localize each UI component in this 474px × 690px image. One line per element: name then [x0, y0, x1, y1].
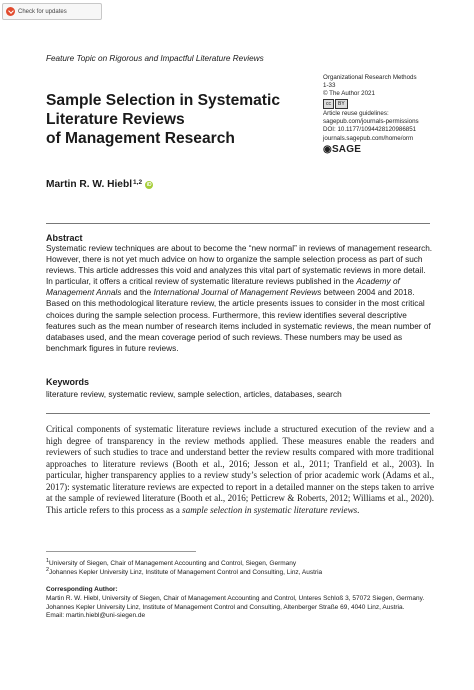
publisher-name: SAGE — [331, 143, 362, 155]
keywords-heading: Keywords — [46, 377, 90, 387]
corresponding-line: Johannes Kepler University Linz, Institute of Management Control and Consulting, Altenberger Straße 69, 4040 Linz, Austria. — [46, 603, 405, 611]
title-line: Literature Reviews — [46, 111, 185, 128]
body-italic: sample selection in systematic literature reviews — [182, 504, 358, 515]
orcid-icon[interactable]: iD — [146, 182, 152, 188]
divider — [46, 223, 430, 224]
keywords-text: literature review, systematic review, sample selection, articles, databases, search — [46, 390, 342, 399]
sage-icon: ◉ — [323, 143, 332, 155]
journal-name: Organizational Research Methods — [323, 74, 417, 81]
journal-home-link[interactable]: journals.sagepub.com/home/orm — [323, 134, 414, 142]
check-for-updates-button[interactable] — [2, 3, 102, 20]
corresponding-line: Martin R. W. Hiebl, University of Siegen, Chair of Management Accounting and Control, Unteres Schloß 3, 57072 Siegen, Germany. — [46, 595, 425, 602]
affiliation-2: $^2$Johannes Kepler University Linz, Institute of Management Control and Consulting, Linz, Austria — [46, 567, 323, 577]
author-name: Martin R. W. Hiebl — [46, 179, 133, 190]
reuse-label: Article reuse guidelines: — [323, 110, 389, 118]
doi[interactable]: DOI: 10.1177/1094428120986851 — [323, 126, 417, 134]
abstract-heading: Abstract — [46, 233, 83, 243]
check-updates-label: Check for updates — [18, 8, 67, 15]
abstract-text: Systematic review techniques are about to become the “new normal” in reviews of management research. However, there is not yet much advice on how to organize the sample selection process as part of such reviews. This article addresses this void and analyzes this vital part of systematic reviews in more detail. In particular, it offers a critical review of systematic literature reviews published in the Academy of Management Annals and the International Journal of Management Reviews between 2004 and 2018. Based on this methodological literature review, the article presents issues to consider in the most critical choices during the sample selection process. Furthermore, this review identifies several descriptive features such as the mean number of research items included in systematic reviews, the mean number of databases used, and the mean coverage period of such reviews. These numbers may be used as benchmark figures in future reviews. — [46, 244, 433, 353]
divider — [46, 413, 430, 414]
body-paragraph: Critical components of systematic literature reviews include a structured execution of the review and a high degree of transparency in the review methods applied. These measures enable the readers and reviewers of such studies to trace and understand better the review results compared with more traditional approaches to literature reviews (Booth et al., 2016; Jesson et al., 2011; Tranfield et al., 2003). In particular, higher transparency applies to a review study’s selection of prior academic work (Adams et al., 2017): systematic literature reviews are expected to report in a detailed manner on the steps taken to arrive at the sample of reviewed literature (Booth et al., 2016; Petticrew & Roberts, 2012; Williams et al., 2020). This article refers to this process as a sample selection in systematic literature reviews. — [46, 424, 434, 515]
cc-icon: cc — [323, 99, 334, 109]
sage-logo — [323, 144, 468, 156]
journal-italic: International Journal of Management Reviews — [153, 288, 322, 298]
author-affil-marks: 1,2 — [133, 179, 143, 186]
journal-meta — [323, 74, 468, 156]
title-line: Sample Selection in Systematic — [46, 92, 280, 109]
reuse-link[interactable]: sagepub.com/journals-permissions — [323, 118, 419, 126]
feature-topic: Feature Topic on Rigorous and Impactful Literature Reviews — [46, 54, 264, 63]
corresponding-heading: Corresponding Author: — [46, 586, 118, 593]
corresponding-email[interactable]: Email: martin.hiebl@uni-siegen.de — [46, 612, 146, 620]
copyright: © The Author 2021 — [323, 90, 375, 98]
cc-license-icon — [323, 99, 468, 109]
page-range: 1-33 — [323, 82, 336, 90]
affiliation-1: $^1$University of Siegen, Chair of Management Accounting and Control, Siegen, Germany — [46, 558, 297, 568]
check-updates-icon — [6, 7, 15, 16]
corresponding-details — [46, 595, 434, 621]
article-title — [46, 91, 308, 148]
footnote-divider — [46, 551, 196, 552]
journal-italic: Academy of Management Annals — [46, 277, 400, 298]
author-line — [46, 179, 153, 190]
cc-by-icon: BY — [335, 99, 348, 109]
title-line: of Management Research — [46, 130, 235, 147]
